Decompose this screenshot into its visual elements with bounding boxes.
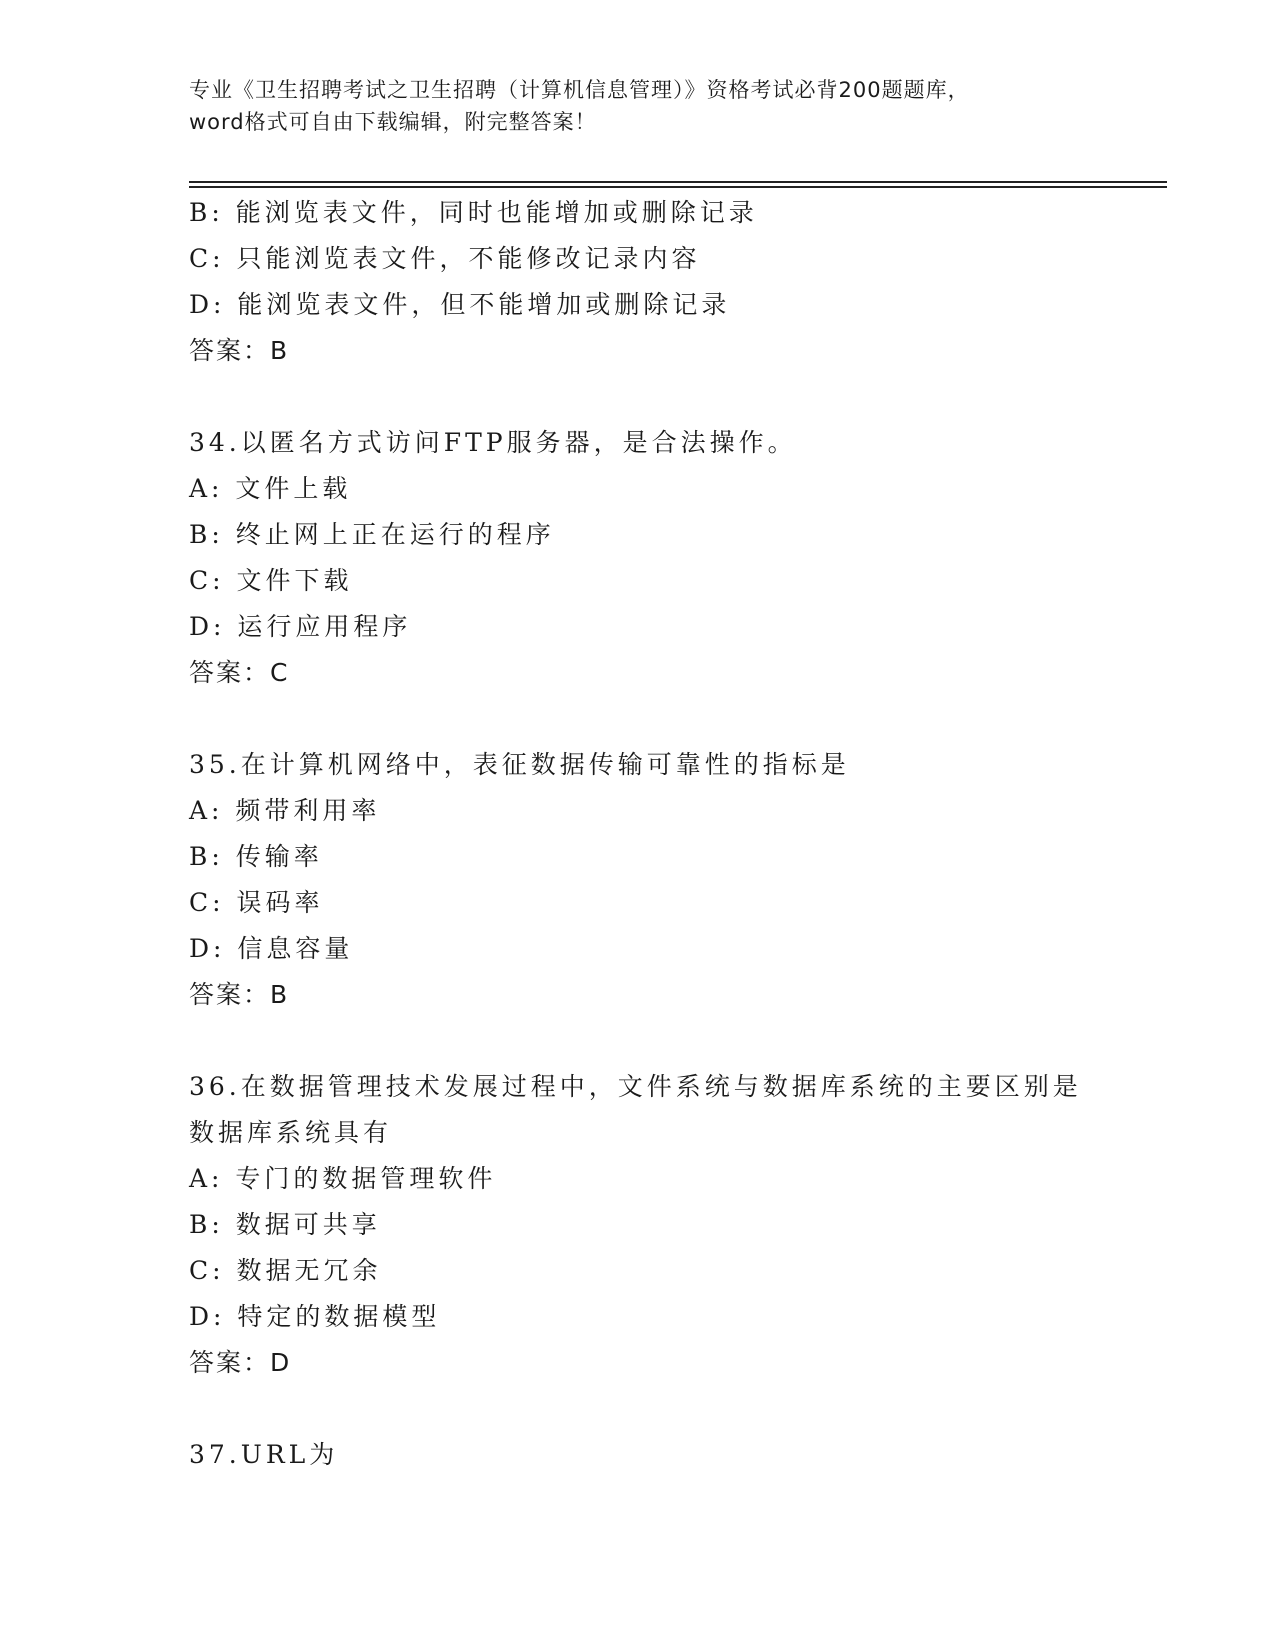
question-37 — [189, 1432, 1089, 1478]
option-c: C: 文件下载 — [189, 566, 353, 595]
question-text: 35.在计算机网络中，表征数据传输可靠性的指标是 — [189, 750, 850, 779]
spacer — [189, 374, 1089, 420]
question-34 — [189, 420, 1089, 696]
option-b: B: 能浏览表文件，同时也能增加或删除记录 — [189, 198, 758, 227]
answer-line: 答案：C — [189, 658, 290, 687]
header-divider-top — [189, 181, 1167, 183]
header-divider-bottom — [189, 186, 1167, 188]
answer-line: 答案：B — [189, 336, 290, 365]
option-b: B: 终止网上正在运行的程序 — [189, 520, 555, 549]
answer-line: 答案：D — [189, 1348, 292, 1377]
header-line-2: word格式可自由下载编辑，附完整答案！ — [189, 110, 597, 134]
document-header — [189, 74, 1089, 138]
question-text-line-2: 数据库系统具有 — [189, 1118, 393, 1147]
option-b: B: 传输率 — [189, 842, 323, 871]
header-line-1: 专业《卫生招聘考试之卫生招聘（计算机信息管理）》资格考试必背200题题库， — [189, 78, 970, 102]
option-a: A: 频带利用率 — [189, 796, 381, 825]
option-a: A: 文件上载 — [189, 474, 352, 503]
spacer — [189, 1386, 1089, 1432]
option-d: D: 特定的数据模型 — [189, 1302, 441, 1331]
option-c: C: 只能浏览表文件，不能修改记录内容 — [189, 244, 701, 273]
question-list — [189, 190, 1089, 1478]
spacer — [189, 696, 1089, 742]
option-d: D: 信息容量 — [189, 934, 354, 963]
option-d: D: 能浏览表文件，但不能增加或删除记录 — [189, 290, 731, 319]
question-text: 37.URL为 — [189, 1440, 339, 1469]
question-text-line-1: 36.在数据管理技术发展过程中，文件系统与数据库系统的主要区别是 — [189, 1072, 1082, 1101]
question-35 — [189, 742, 1089, 1018]
question-text: 34.以匿名方式访问FTP服务器，是合法操作。 — [189, 428, 797, 457]
spacer — [189, 1018, 1089, 1064]
option-c: C: 误码率 — [189, 888, 324, 917]
answer-line: 答案：B — [189, 980, 290, 1009]
question-fragment — [189, 190, 1089, 374]
option-a: A: 专门的数据管理软件 — [189, 1164, 497, 1193]
option-c: C: 数据无冗余 — [189, 1256, 382, 1285]
option-b: B: 数据可共享 — [189, 1210, 381, 1239]
question-36 — [189, 1064, 1089, 1386]
option-d: D: 运行应用程序 — [189, 612, 412, 641]
